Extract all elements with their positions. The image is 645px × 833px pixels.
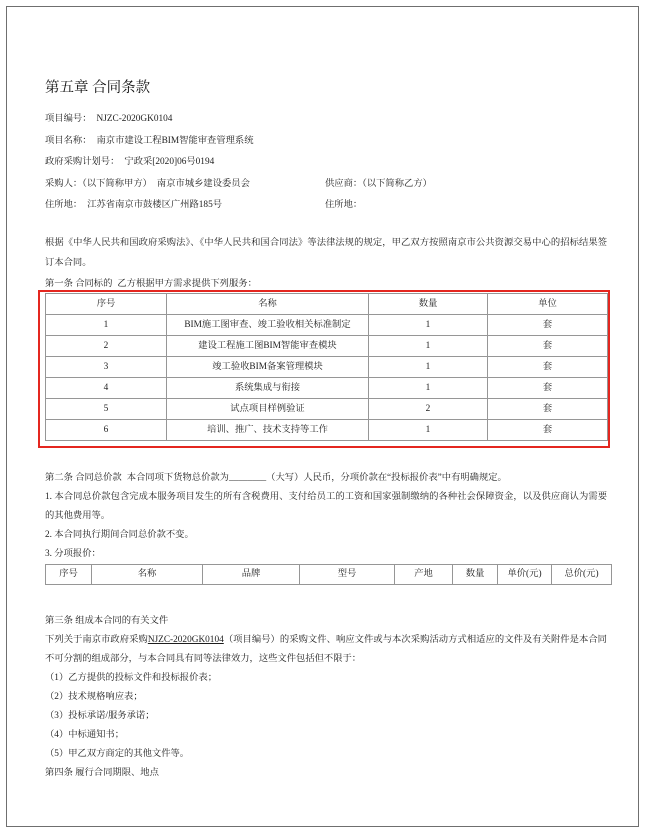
table-row	[46, 314, 608, 335]
highlight-box	[38, 290, 610, 448]
cell-quantity: 1	[369, 335, 488, 356]
article-2-text-after-blank: （大写）人民币，分项价款在“投标报价表”中有明确规定。	[266, 472, 507, 483]
cell-unit: 套	[488, 398, 608, 419]
purchaser-address-value: 江苏省南京市鼓楼区广州路185号	[87, 200, 223, 210]
table-header-row	[46, 564, 612, 584]
table-row	[46, 398, 608, 419]
header-name: 名称	[167, 293, 369, 314]
cell-name: 试点项目样例验证	[167, 398, 369, 419]
header-total-price: 总价(元)	[552, 564, 612, 584]
cell-index: 2	[46, 335, 167, 356]
article-3-item: （5）甲乙双方商定的其他文件等。	[45, 748, 190, 759]
cell-index: 4	[46, 377, 167, 398]
cell-quantity: 1	[369, 419, 488, 440]
plan-number-label: 政府采购计划号：	[45, 157, 120, 167]
article-2-item: 1. 本合同总价款包含完成本服务项目发生的所有含税费用、支付给员工的工资和国家强制缴纳的各种社会保障资金，以及供应商认为需要的其他费用等。	[45, 491, 607, 521]
article-2-item: 2. 本合同执行期间合同总价款不变。	[45, 529, 194, 540]
service-items-table	[45, 293, 608, 441]
article-1-text: 乙方根据甲方需求提供下列服务：	[117, 278, 257, 289]
header-origin: 产地	[395, 564, 453, 584]
article-3-project-number: NJZC-2020GK0104	[147, 634, 224, 645]
cell-unit: 套	[488, 377, 608, 398]
project-number-value: NJZC-2020GK0104	[96, 114, 173, 124]
cell-index: 5	[46, 398, 167, 419]
table-row	[46, 356, 608, 377]
header-name: 名称	[92, 564, 203, 584]
cell-index: 6	[46, 419, 167, 440]
cell-name: 竣工验收BIM备案管理模块	[167, 356, 369, 377]
cell-unit: 套	[488, 314, 608, 335]
article-1-heading: 第一条 合同标的	[45, 278, 113, 289]
page-content	[45, 0, 607, 783]
header-quantity: 数量	[369, 293, 488, 314]
addresses-line	[45, 195, 607, 217]
price-breakdown-table	[45, 564, 612, 585]
article-3-intro-after: （项目编号）的采购文件、响应文件或与本次采购活动方式相适应的文件及有关附件是本合同不可分割的组成部分，与本合同具有同等法律效力，这些文件包括但不限于：	[45, 634, 607, 664]
article-2-item: 3. 分项报价：	[45, 548, 101, 559]
project-number-label: 项目编号：	[45, 114, 92, 124]
article-1-heading-line	[45, 278, 607, 290]
preamble-paragraph: 根据《中华人民共和国政府采购法》、《中华人民共和国合同法》等法律法规的规定，甲乙双方按照南京市公共资源交易中心的招标结果签订本合同。	[45, 237, 607, 268]
article-2-text-before-blank: 本合同项下货物总价款为	[126, 472, 229, 483]
header-index: 序号	[46, 293, 167, 314]
header-index: 序号	[46, 564, 92, 584]
cell-name: 建设工程施工图BIM智能审查模块	[167, 335, 369, 356]
purchaser-address-label: 住所地：	[45, 200, 83, 210]
plan-number-line	[45, 152, 607, 174]
cell-unit: 套	[488, 356, 608, 377]
table-row	[46, 377, 608, 398]
article-3-intro	[45, 631, 607, 669]
article-3-heading: 第三条 组成本合同的有关文件	[45, 615, 169, 626]
header-unit-price: 单价(元)	[498, 564, 552, 584]
chapter-title: 第五章 合同条款	[45, 80, 151, 96]
supplier-address-label: 住所地：	[325, 200, 363, 210]
article-3	[45, 612, 607, 783]
cell-name: BIM施工图审查、竣工验收相关标准制定	[167, 314, 369, 335]
article-3-intro-before: 下列关于南京市政府采购	[45, 634, 148, 645]
project-name-value: 南京市建设工程BIM智能审查管理系统	[96, 135, 254, 146]
cell-unit: 套	[488, 419, 608, 440]
article-3-item: （4）中标通知书；	[45, 729, 125, 740]
header-quantity: 数量	[453, 564, 498, 584]
header-brand: 品牌	[203, 564, 300, 584]
cell-name: 系统集成与衔接	[167, 377, 369, 398]
article-2-heading-line	[45, 469, 607, 488]
project-name-line	[45, 131, 607, 153]
cell-quantity: 1	[369, 314, 488, 335]
table-row	[46, 335, 608, 356]
cell-index: 1	[46, 314, 167, 335]
price-blank: ________	[228, 472, 267, 483]
plan-number-value: 宁政采[2020]06号0194	[124, 157, 215, 167]
cell-name: 培训、推广、技术支持等工作	[167, 419, 369, 440]
article-3-item: （1）乙方提供的投标文件和投标报价表；	[45, 672, 217, 683]
project-name-label: 项目名称：	[45, 135, 92, 146]
article-2-heading: 第二条 合同总价款	[45, 472, 122, 483]
purchaser-value: 南京市城乡建设委员会	[156, 178, 250, 189]
project-info	[45, 109, 607, 217]
table-row	[46, 419, 608, 440]
header-model: 型号	[300, 564, 395, 584]
purchaser-label: 采购人：（以下简称甲方）	[45, 178, 152, 189]
project-number-line	[45, 109, 607, 131]
parties-line	[45, 174, 607, 196]
article-3-item: （3）投标承诺/服务承诺；	[45, 710, 155, 721]
cell-unit: 套	[488, 335, 608, 356]
article-3-item: （2）技术规格响应表；	[45, 691, 143, 702]
cell-quantity: 2	[369, 398, 488, 419]
article-2	[45, 469, 607, 564]
article-4-heading: 第四条 履行合同期限、地点	[45, 767, 159, 778]
header-unit: 单位	[488, 293, 608, 314]
cell-quantity: 1	[369, 356, 488, 377]
cell-quantity: 1	[369, 377, 488, 398]
table-header-row	[46, 293, 608, 314]
supplier-label: 供应商：（以下简称乙方）	[325, 178, 432, 189]
cell-index: 3	[46, 356, 167, 377]
